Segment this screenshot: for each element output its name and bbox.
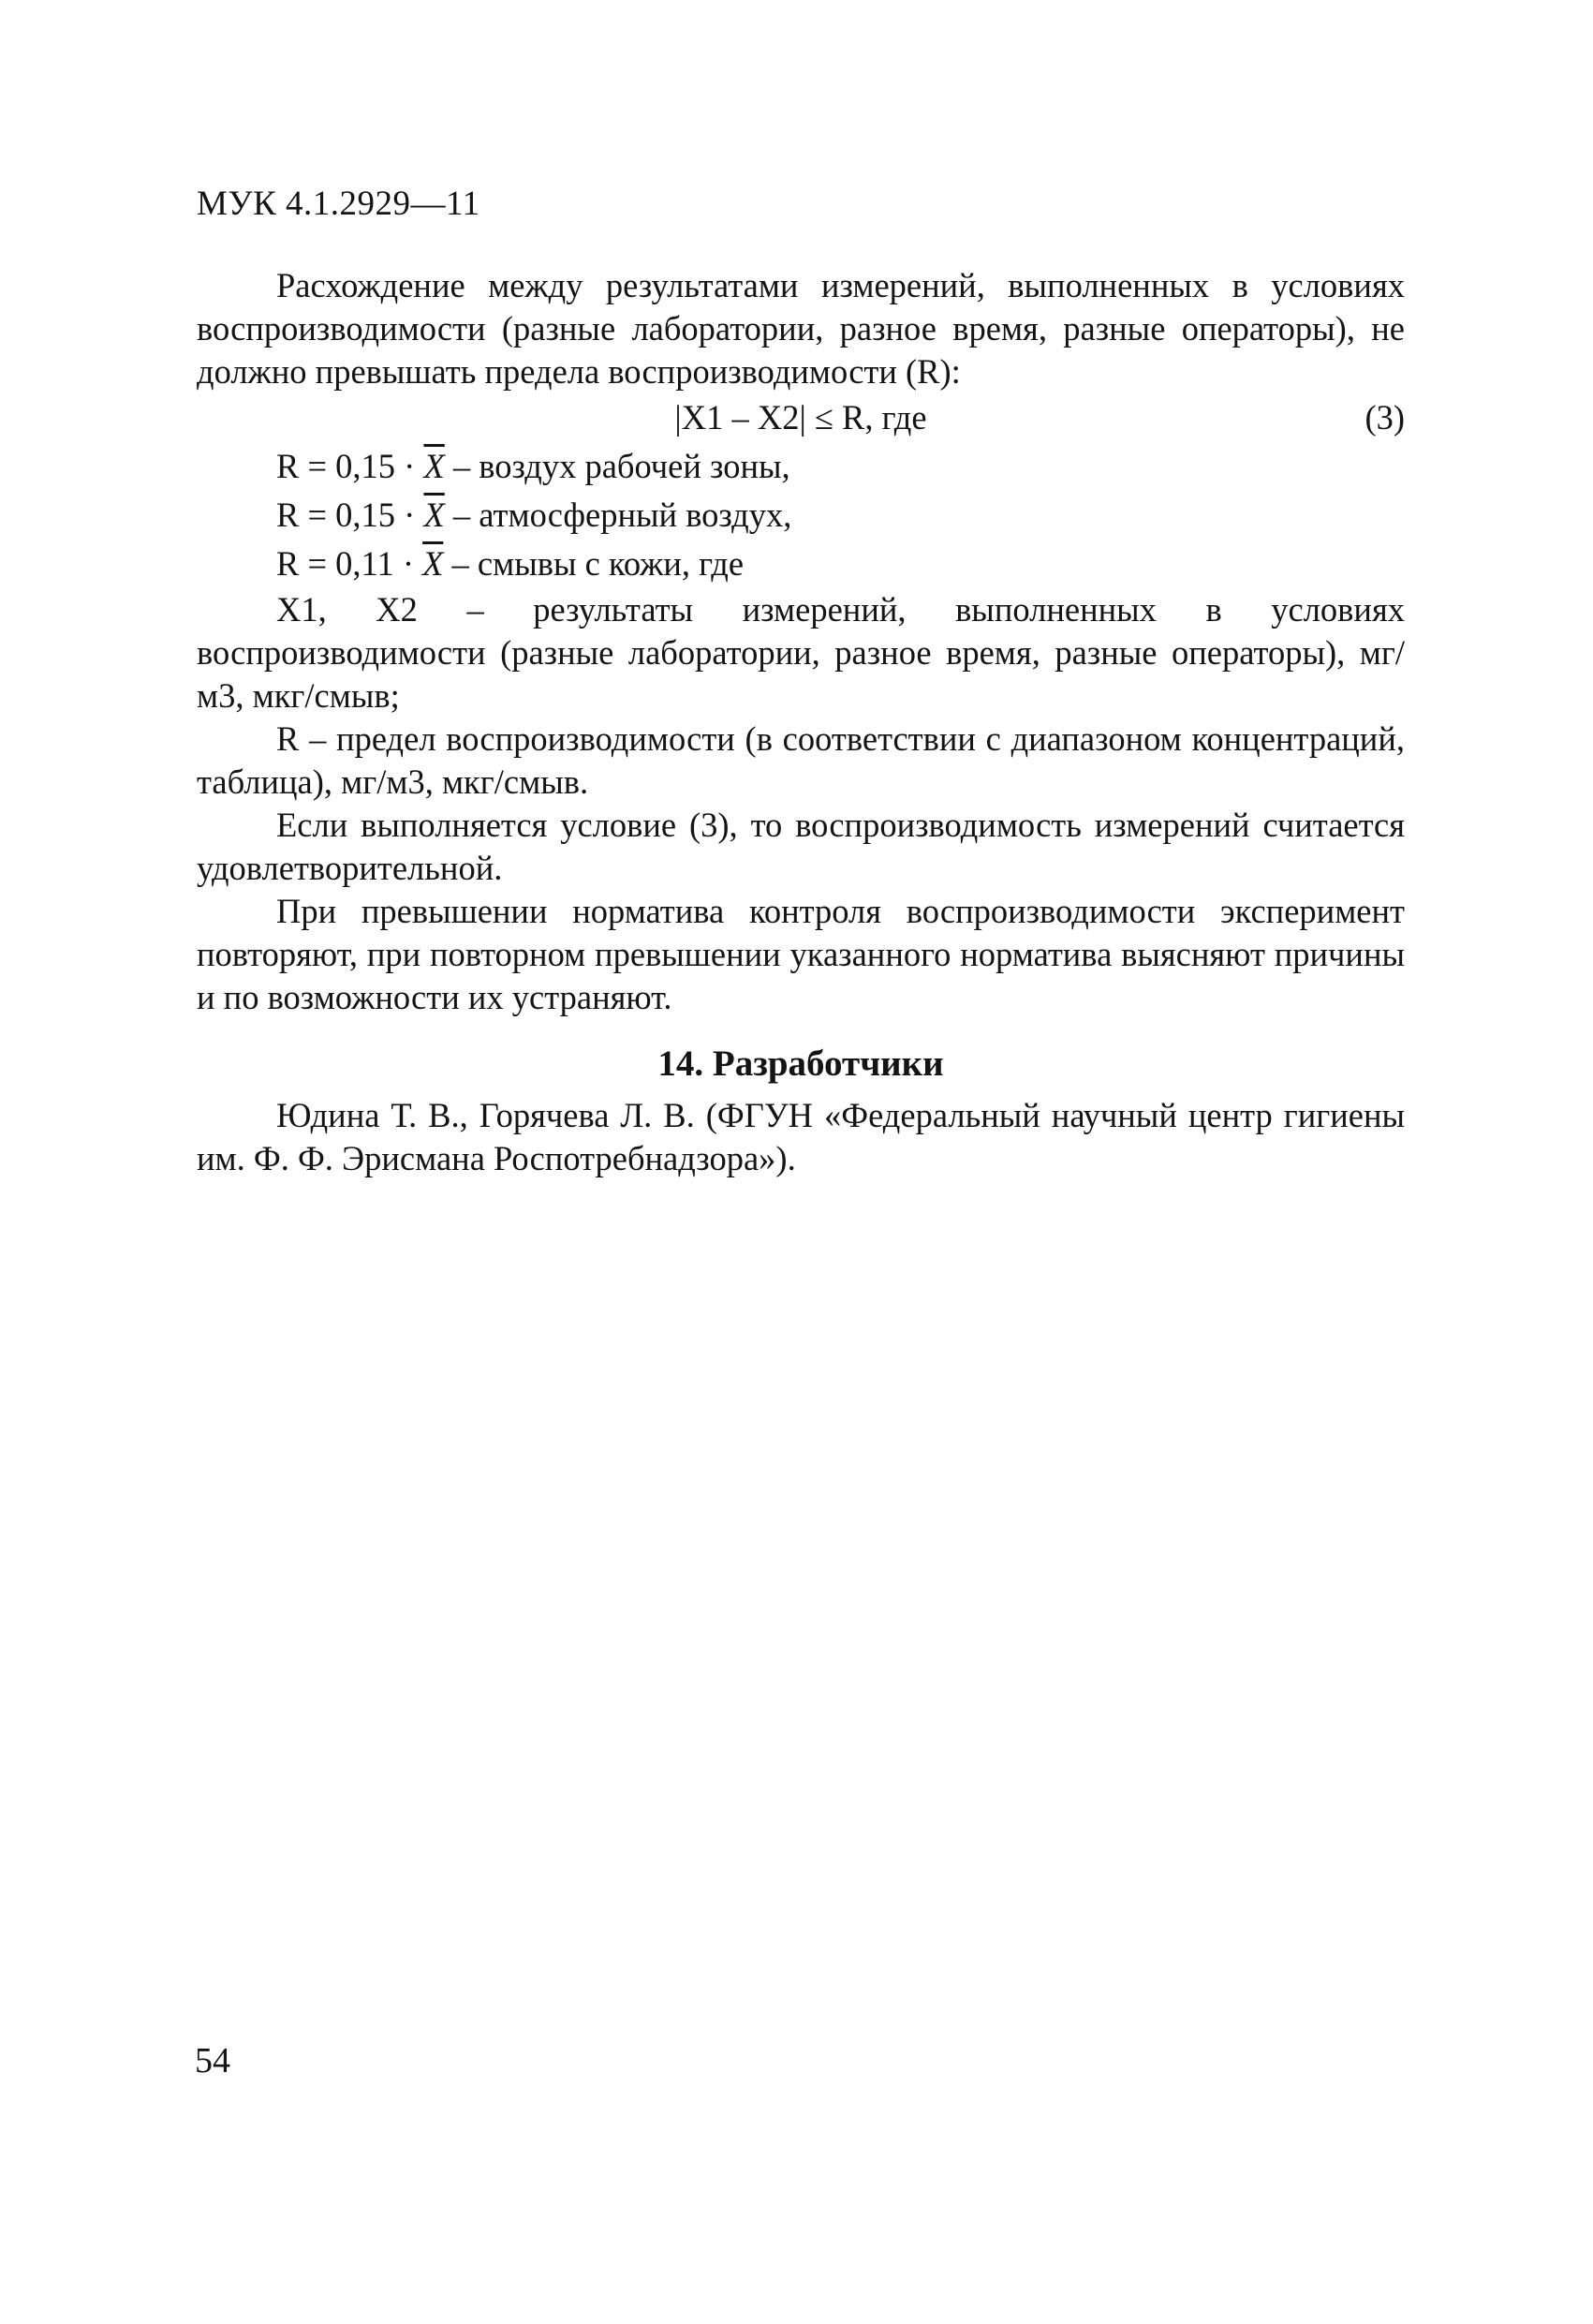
paragraph-reproducibility-intro: Расхождение между результатами измерений, выполненных в условиях воспроизводимости (разные лаборатории, разное время, разные операторы), не должно превышать предела воспроизводимости (R): [197,266,1405,391]
formula-mean-x: $\overline{X}$ [423,447,445,485]
document-code-header: МУК 4.1.2929—11 [197,185,480,223]
formula-line-atmospheric-air [276,491,1405,540]
paragraph-condition-satisfied: Если выполняется условие (3), то воспроизводимость измерений считается удовлетворительной. [197,806,1405,887]
formula-lhs: R = 0,15 · [276,496,416,534]
formula-lhs: R = 0,11 · [276,544,414,583]
formula-description: – смывы с кожи, где [451,544,745,583]
definition-r: R – предел воспроизводимости (в соответствии с диапазоном концентраций, таблица), мг/м3, мкг/смыв. [197,719,1405,801]
equation-3 [197,393,1405,442]
formula-mean-x: $\overline{X}$ [422,544,444,583]
formula-line-work-zone-air [276,442,1405,491]
formula-mean-x: $\overline{X}$ [423,496,445,534]
formula-line-skin-swabs [276,540,1405,588]
developers-text: Юдина Т. В., Горячева Л. В. (ФГУН «Федеральный научный центр гигиены им. Ф. Ф. Эрисмана Роспотребнадзора»). [197,1096,1405,1177]
paragraph-exceeding-norm: При превышении норматива контроля воспроизводимости эксперимент повторяют, при повторном превышении указанного норматива выясняют причины и по возможности их устраняют. [197,892,1405,1016]
equation-3-number: (3) [1364,398,1405,437]
section-title-developers: 14. Разработчики [657,1044,944,1084]
formula-description: – атмосферный воздух, [452,496,792,534]
definition-x1-x2: X1, X2 – результаты измерений, выполненных в условиях воспроизводимости (разные лаборатории, разное время, разные операторы), мг/м3, мкг/смыв; [197,590,1405,715]
page-number: 54 [195,2041,230,2080]
page-content [197,264,1405,1180]
equation-3-formula: |X1 – X2| ≤ R, где [674,398,927,437]
formula-description: – воздух рабочей зоны, [452,447,790,485]
formula-list [197,442,1405,588]
formula-lhs: R = 0,15 · [276,447,416,485]
